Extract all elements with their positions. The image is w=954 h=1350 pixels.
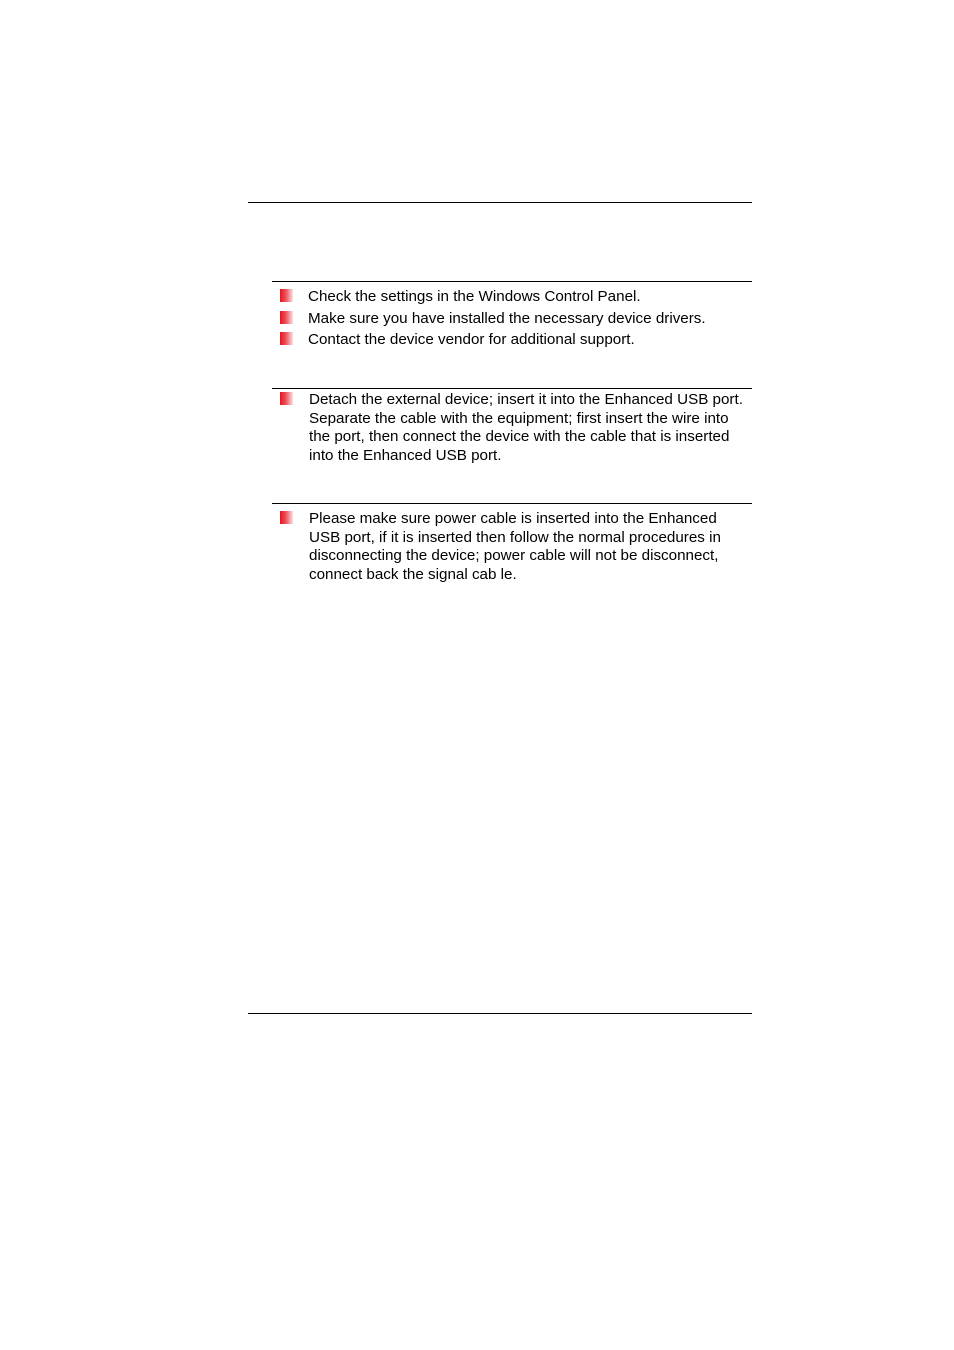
list-item bbox=[272, 331, 752, 350]
section-rule-2 bbox=[272, 388, 752, 389]
red-square-bullet-icon bbox=[280, 332, 293, 345]
red-square-bullet-icon bbox=[280, 289, 293, 302]
troubleshoot-section-1 bbox=[272, 288, 752, 353]
list-item-text: Make sure you have installed the necessary device drivers. bbox=[308, 309, 706, 327]
troubleshoot-section-2 bbox=[272, 391, 752, 465]
header-rule bbox=[248, 202, 752, 203]
section-rule-3 bbox=[272, 503, 752, 504]
list-item-text: Contact the device vendor for additional support. bbox=[308, 331, 635, 349]
list-item-text: Detach the external device; insert it into the Enhanced USB port. Separate the cable with the equipment; first insert the wire into the port, then connect the device with the cable that is inserted into the Enhanced USB port. bbox=[309, 391, 743, 464]
list-item bbox=[272, 391, 752, 465]
red-square-bullet-icon bbox=[280, 392, 293, 405]
troubleshoot-section-3 bbox=[272, 510, 752, 584]
red-square-bullet-icon bbox=[280, 511, 293, 524]
section-rule-1 bbox=[272, 281, 752, 282]
list-item bbox=[272, 510, 752, 584]
list-item-text: Please make sure power cable is inserted into the Enhanced USB port, if it is inserted then follow the normal procedures in disconnecting the device; power cable will not be disconnect, connect back the signal cab le. bbox=[309, 510, 721, 583]
red-square-bullet-icon bbox=[280, 311, 293, 324]
list-item bbox=[272, 310, 752, 329]
list-item-text: Check the settings in the Windows Control Panel. bbox=[308, 288, 641, 305]
list-item bbox=[272, 288, 752, 307]
footer-rule bbox=[248, 1013, 752, 1014]
